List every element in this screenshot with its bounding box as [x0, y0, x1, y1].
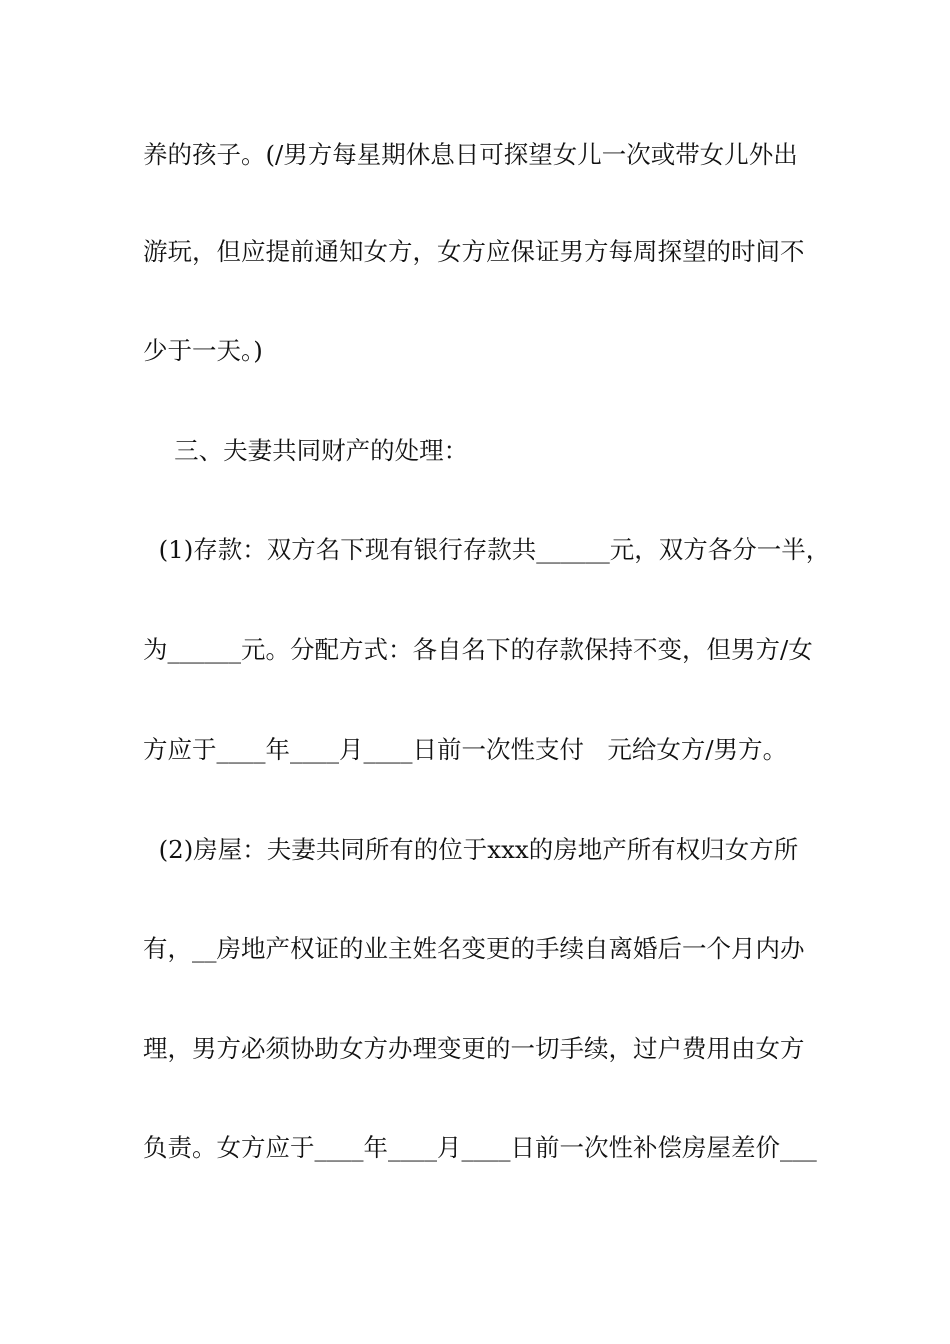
paragraph-line-11: 负责。女方应于____年____月____日前一次性补偿房屋差价___: [143, 1133, 817, 1162]
paragraph-line-8: (2)房屋：夫妻共同所有的位于xxx的房地产所有权归女方所: [143, 835, 799, 864]
paragraph-line-9: 有，__房地产权证的业主姓名变更的手续自离婚后一个月内办: [143, 934, 805, 963]
section-heading: 三、夫妻共同财产的处理：: [143, 436, 469, 465]
paragraph-line-1: 养的孩子。(/男方每星期休息日可探望女儿一次或带女儿外出: [143, 140, 798, 169]
paragraph-line-10: 理，男方必须协助女方办理变更的一切手续，过户费用由女方: [143, 1034, 805, 1063]
paragraph-line-6: 为______元。分配方式：各自名下的存款保持不变，但男方/女: [143, 635, 813, 664]
paragraph-line-5: (1)存款：双方名下现有银行存款共______元，双方各分一半，: [143, 535, 831, 564]
paragraph-line-3: 少于一天。): [143, 336, 263, 365]
paragraph-line-2: 游玩，但应提前通知女方，女方应保证男方每周探望的时间不: [143, 237, 805, 266]
paragraph-line-7: 方应于____年____月____日前一次性支付 元给女方/男方。: [143, 735, 788, 764]
